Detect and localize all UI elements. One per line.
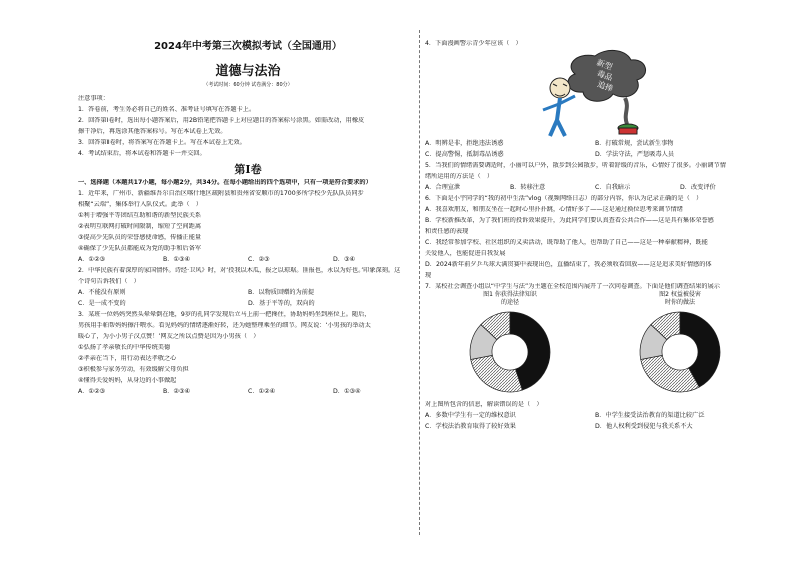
exam-info: （考试时间：60分钟 试卷满分：80分） — [203, 82, 293, 88]
q2-options-row — [78, 300, 418, 308]
chart-2-title: 时你的做法 — [664, 299, 695, 306]
q7-question: 对上图所包含的信息，解读错误的是（ ） — [425, 401, 543, 408]
q2-option-d[interactable]: D．基于平等的，双向的 — [248, 300, 315, 307]
q3-option-d[interactable]: D．①③④ — [333, 388, 361, 395]
cartoon-illustration — [425, 48, 765, 140]
note-item: 2．回答第Ⅰ卷时，选出每小题答案后，用2B铅笔把答题卡上对应题目的答案标号涂黑。如需改动，用橡皮 — [78, 117, 365, 124]
column-divider — [419, 30, 420, 535]
q1-option-c[interactable]: C．②③ — [248, 256, 270, 263]
q6-line: A．我喜欢朋友，和朋友坐在一起时心里扑扑跳，心情好多了——这是通过换位思考来调节情绪 — [425, 206, 683, 213]
q3-option-a[interactable]: A．①②③ — [78, 388, 106, 395]
q1-option-d[interactable]: D．③④ — [333, 256, 356, 263]
q6-line: D．2024新年前夕乒乓球大满贯赛中表现出色，直播结束了，我必须收看回放——这是追求美好情感的体 — [425, 261, 712, 268]
chart-1-donut — [460, 307, 560, 397]
chart-2 — [605, 291, 755, 401]
q2-option-c[interactable]: C．是一成不变的 — [78, 300, 126, 307]
chart-2-donut — [630, 307, 730, 397]
q3-item: ③积极参与家务劳动，有效缓解父母负担 — [78, 366, 189, 373]
q3-item: ②孝亲在当下，用行动表达孝敬之心 — [78, 355, 177, 362]
q4-options-row — [425, 140, 765, 148]
chart-1-title: 图1 你获得法律知识 — [483, 291, 537, 298]
q2-option-b[interactable]: B．以物质回赠的为前提 — [248, 289, 315, 296]
q7-option-a[interactable]: A．多数中学生有一定的维权意识 — [425, 412, 516, 419]
q6-stem: 6．下面是小宇同学的“我的初中生活”vlog（视频网络日志）的部分内容，你认为记录正确的是（ ） — [425, 195, 703, 202]
q2-option-a[interactable]: A．不能没有原则 — [78, 289, 126, 296]
q4-option-c[interactable]: C．提高警惕，抵制毒品诱惑 — [425, 151, 504, 158]
q7-stem: 7．某校社会调查小组以“中学生与法”为主题在全校范围内展开了一次问卷调查。下面是他们调查结果的展示 — [425, 283, 720, 290]
q7-option-b[interactable]: B．中学生接受法治教育的渠道比较广泛 — [595, 412, 705, 419]
cartoon-label: 毒品 — [595, 68, 614, 83]
donut-slice — [641, 355, 700, 392]
q7-option-d[interactable]: D．他人权利受到侵犯与我关系不大 — [595, 423, 693, 430]
q3-item: ①弘扬了孝亲敬长的中华传统美德 — [78, 344, 171, 351]
q4-option-a[interactable]: A．明辨是非，拒绝违法诱惑 — [425, 140, 504, 147]
note-item: 4．考试结束后，将本试卷和答题卡一并交回。 — [78, 150, 206, 157]
q3-option-b[interactable]: B．②③④ — [163, 388, 191, 395]
q5-stem: 5．当我们的情绪需要调适时，小丽可以户外，散步到公园散步，听着舒缓的音乐，心情好了很多。小丽调节情 — [425, 162, 726, 169]
q1-item: ④确保了少先队员都能成为党的助手和后备军 — [78, 245, 202, 252]
q5-option-b[interactable]: B．转移注意 — [510, 184, 546, 191]
q5-stem: 绪所运用的方法是（ ） — [425, 173, 494, 180]
chart-1 — [435, 291, 585, 401]
q6-line: 关爱他人，也能促进自我发展 — [425, 250, 506, 257]
drug-warning-cartoon — [425, 48, 765, 140]
q3-stem: 男孩用手帕帮妈妈擦汗喂水。看见妈妈的情绪逐渐好转，还为她整理乘坐的细节。网友说：‘小男孩的举动太 — [78, 322, 371, 329]
cartoon-label: 追捧 — [596, 79, 615, 94]
subject-title: 道德与法治 — [215, 64, 281, 79]
q1-item: ②表明互联网打破时间限制，缩短了空间距离 — [78, 223, 202, 230]
q3-stem: 暖心了，为小小男子汉点赞！’网友之所以点赞是因为小男孩（ ） — [78, 333, 260, 340]
q6-line: C．我经常参加学校、社区组织的义卖活动，既帮助了他人，也帮助了自己——这是一种奉献精神，既能 — [425, 239, 708, 246]
q5-option-d[interactable]: D．改变评价 — [680, 184, 716, 191]
note-item: 擦干净后，再选涂其他答案标号。写在本试卷上无效。 — [78, 128, 227, 135]
q6-line: 和责任感的表现 — [425, 228, 469, 235]
q6-line: 现 — [425, 272, 432, 279]
q4-stem: 4．下面漫画警示青少年应该（ ） — [425, 40, 522, 47]
notes-title: 注意事项： — [78, 95, 109, 102]
q7-options-row — [425, 412, 765, 420]
q1-item: ①利于增强平等团结互助和谐的新型民族关系 — [78, 212, 202, 219]
note-item: 3．回答第Ⅱ卷时，将答案写在答题卡上。写在本试卷上无效。 — [78, 139, 246, 146]
q4-options-row — [425, 151, 765, 159]
donut-slice — [471, 355, 523, 392]
chart-1-title: 的途径 — [500, 299, 519, 306]
exam-title: 2024年中考第三次模拟考试（全国通用） — [154, 41, 342, 52]
q2-stem: 个诗句告诉我们（ ） — [78, 278, 140, 285]
q1-stem: 1．近年来，广州市、新疆维吾尔自治区喀什地区疏附县和贵州省安顺市的1700多所学校少先队队员同步 — [78, 190, 364, 197]
q6-line: B．学校新推改革，为了我们班的投诉效果提升，为此同学们要认真查看公共合作——这是具有集体荣誉感 — [425, 217, 714, 224]
q7-charts — [425, 291, 765, 401]
left-column — [78, 36, 418, 396]
q1-option-b[interactable]: B．①③④ — [163, 256, 191, 263]
cartoon-label: 新型 — [595, 57, 614, 72]
section-title: 一、选择题（本题共17小题，每小题2分，共34分。在每小题给出的四个选项中，只有一项是符合要求的） — [78, 179, 372, 186]
q2-stem: 2．中华民族有着深厚的家国情怀。诗经·卫风》时，对‘投我以木瓜，报之以琼琚。匪报也，永以为好也。’印象深刻。这 — [78, 267, 401, 274]
note-item: 1．答卷前，考生务必将自己的姓名、准考证号填写在答题卡上。 — [78, 106, 256, 113]
q1-options — [78, 256, 418, 264]
q3-option-c[interactable]: C．①②④ — [248, 388, 276, 395]
q4-option-d[interactable]: D．学法守法，严惩吸毒人员 — [595, 151, 675, 158]
q3-options — [78, 388, 418, 396]
q7-options-row — [425, 423, 765, 431]
volume-title: 第Ⅰ卷 — [234, 163, 262, 176]
q2-options-row — [78, 289, 418, 297]
q4-option-b[interactable]: B．打破常规，尝试新生事物 — [595, 140, 674, 147]
q5-options — [425, 184, 765, 192]
q3-item: ④懂得关爱妈妈，从身边的小事做起 — [78, 377, 177, 384]
q1-item: ③提高少先队员的荣誉感使命感，传播正能量 — [78, 234, 202, 241]
q7-option-c[interactable]: C．学校法治教育取得了较好效果 — [425, 423, 516, 430]
q5-option-c[interactable]: C．自我暗示 — [595, 184, 631, 191]
q5-option-a[interactable]: A．合理宣泄 — [425, 184, 461, 191]
chart-2-title: 图2 权益被侵害 — [659, 291, 701, 298]
q1-stem: 相聚“云端”，集体举行入队仪式。此举（ ） — [78, 201, 202, 208]
right-column — [425, 40, 765, 431]
q1-option-a[interactable]: A．①②③ — [78, 256, 106, 263]
q3-stem: 3．某班一位妈妈突然头晕晕倒在地，9岁的孔同学发现后立马上前一把搀住，协助妈妈坐到座位上。随后， — [78, 311, 371, 318]
